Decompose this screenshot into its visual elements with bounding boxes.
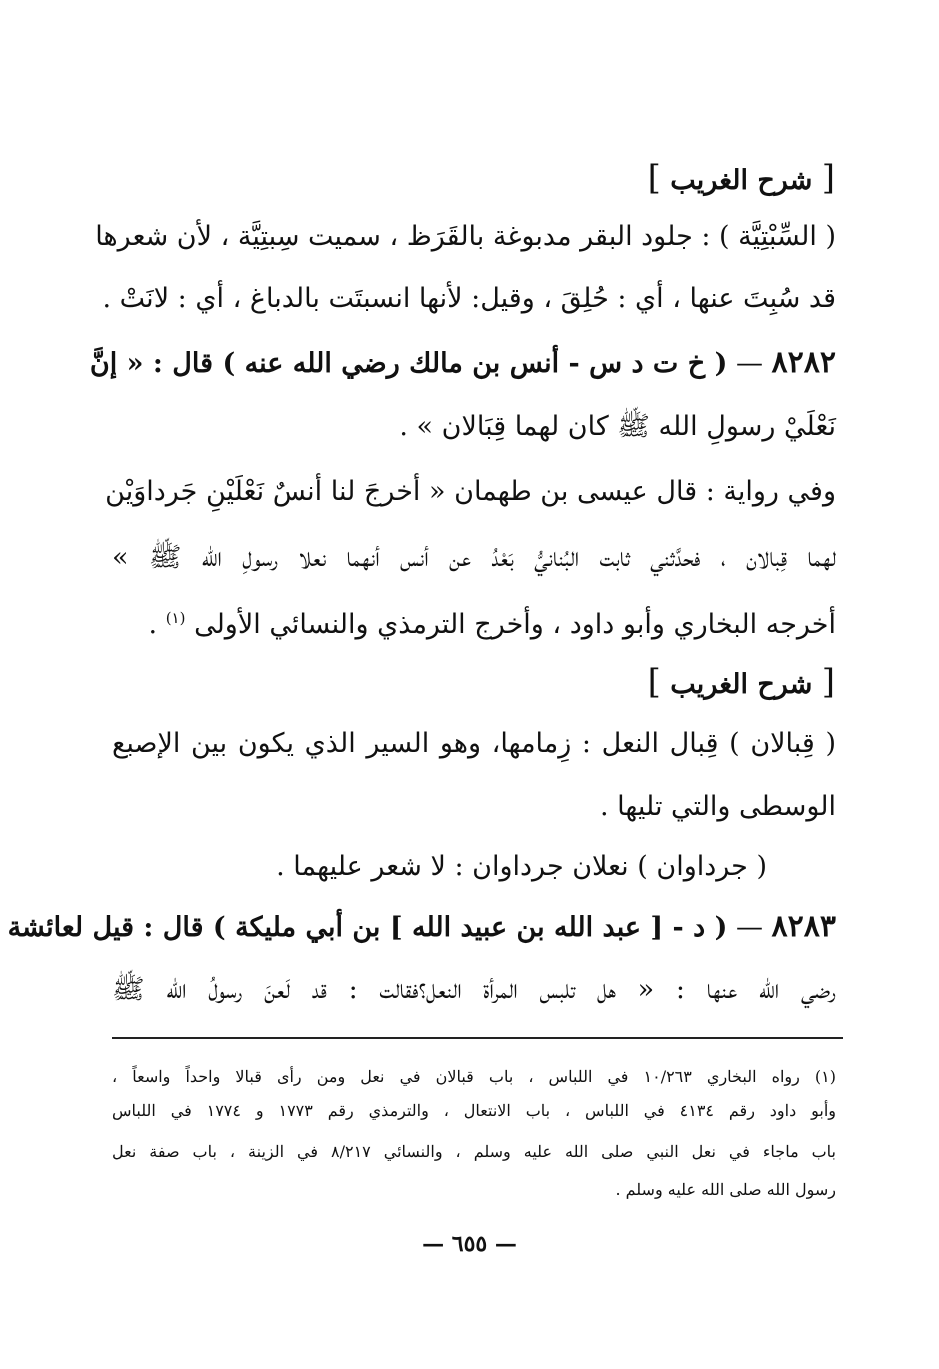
gharib-1-line-2: قد سُبِتَ عنها ، أي : حُلِقَ ، وقيل: لأنها انسبتَت بالدباغ ، أي : لانَتْ . [102,283,836,314]
gharib-2-line-1: ( قِبالان ) قِبال النعل : زِمامها، وهو السير الذي يكون بين الإصبع [112,728,836,759]
hadith-8282-line-1 [89,341,836,385]
gharib-2-line-3: ( جرداوان ) نعلان جرداوان : لا شعر عليهما . [276,851,767,882]
hadith-8283-line-1 [7,905,836,949]
section-heading-gharib-2 [648,660,835,707]
takhrij-text: أخرجه البخاري وأبو داود ، وأخرج الترمذي والنسائي الأولى [194,609,836,640]
hadith-dash: — [735,348,763,379]
bracket-open: [ [821,158,835,198]
footnote-divider [112,1037,843,1039]
bracket-close: ] [647,158,661,198]
section-heading-gharib-1 [648,156,835,203]
hadith-8282-line-2: نَعْلَيْ رسولِ الله ﷺ كان لهما قِبَالان » . [399,411,836,442]
footnote-line-1: (١) رواه البخاري ١٠/٢٦٣ في اللباس ، باب قبالان في نعل ومن رأى قبالا واحداً واسعاً ، [112,1067,836,1086]
hadith-isnad: ( خ ت د س - أنس بن مالك رضي الله عنه ) قال : « إنَّ [89,348,728,379]
heading-text: شرح الغريب [670,165,813,196]
takhrij-line [112,596,836,640]
footnote-reference: (١) [165,609,186,627]
hadith-number: ٨٢٨٢ [771,345,836,380]
page-number: — ٦٥٥ — [422,1231,517,1257]
footnote-line-4: رسول الله صلى الله عليه وسلم . [615,1180,836,1199]
takhrij-end: . [148,609,158,640]
heading-text: شرح الغريب [670,669,813,700]
bracket-close: ] [647,662,661,702]
gharib-1-line-1: ( السِّبْتِيَّة ) : جلود البقر مدبوغة بالقَرَظ ، سميت سِبتِيَّة ، لأن شعرها [95,221,836,252]
hadith-isnad: ( د - [ عبد الله بن عبيد الله ] بن أبي مليكة ) قال : قيل لعائشة [7,912,728,943]
riwaya-line-1: وفي رواية : قال عيسى بن طهمان « أخرجَ لنا أنسٌ نَعْلَيْنِ جَرداوَيْن [105,476,836,507]
riwaya-line-2: لهما قِبالان ، فحدَّثني ثابت البُنانيُّ بَعْدُ عن أنس أنهما نعلا رسولِ الله ﷺ » [112,542,836,573]
hadith-dash: — [735,912,763,943]
footnote-line-2: وأبو داود رقم ٤١٣٤ في اللباس ، باب الانتعال ، والترمذي رقم ١٧٧٣ و ١٧٧٤ في اللباس [112,1101,836,1120]
hadith-number: ٨٢٨٣ [771,909,836,944]
footnote-line-3: باب ماجاء في نعل النبي صلى الله عليه وسلم ، والنسائي ٨/٢١٧ في الزينة ، باب صفة نعل [112,1142,837,1161]
hadith-8283-line-2: رضي الله عنها : « هل تلبس المرأة النعل؟فقالت : قد لَعنَ رسولُ الله ﷺ [112,974,836,1005]
gharib-2-line-2: الوسطى والتي تليها . [600,791,836,822]
bracket-open: [ [821,662,835,702]
